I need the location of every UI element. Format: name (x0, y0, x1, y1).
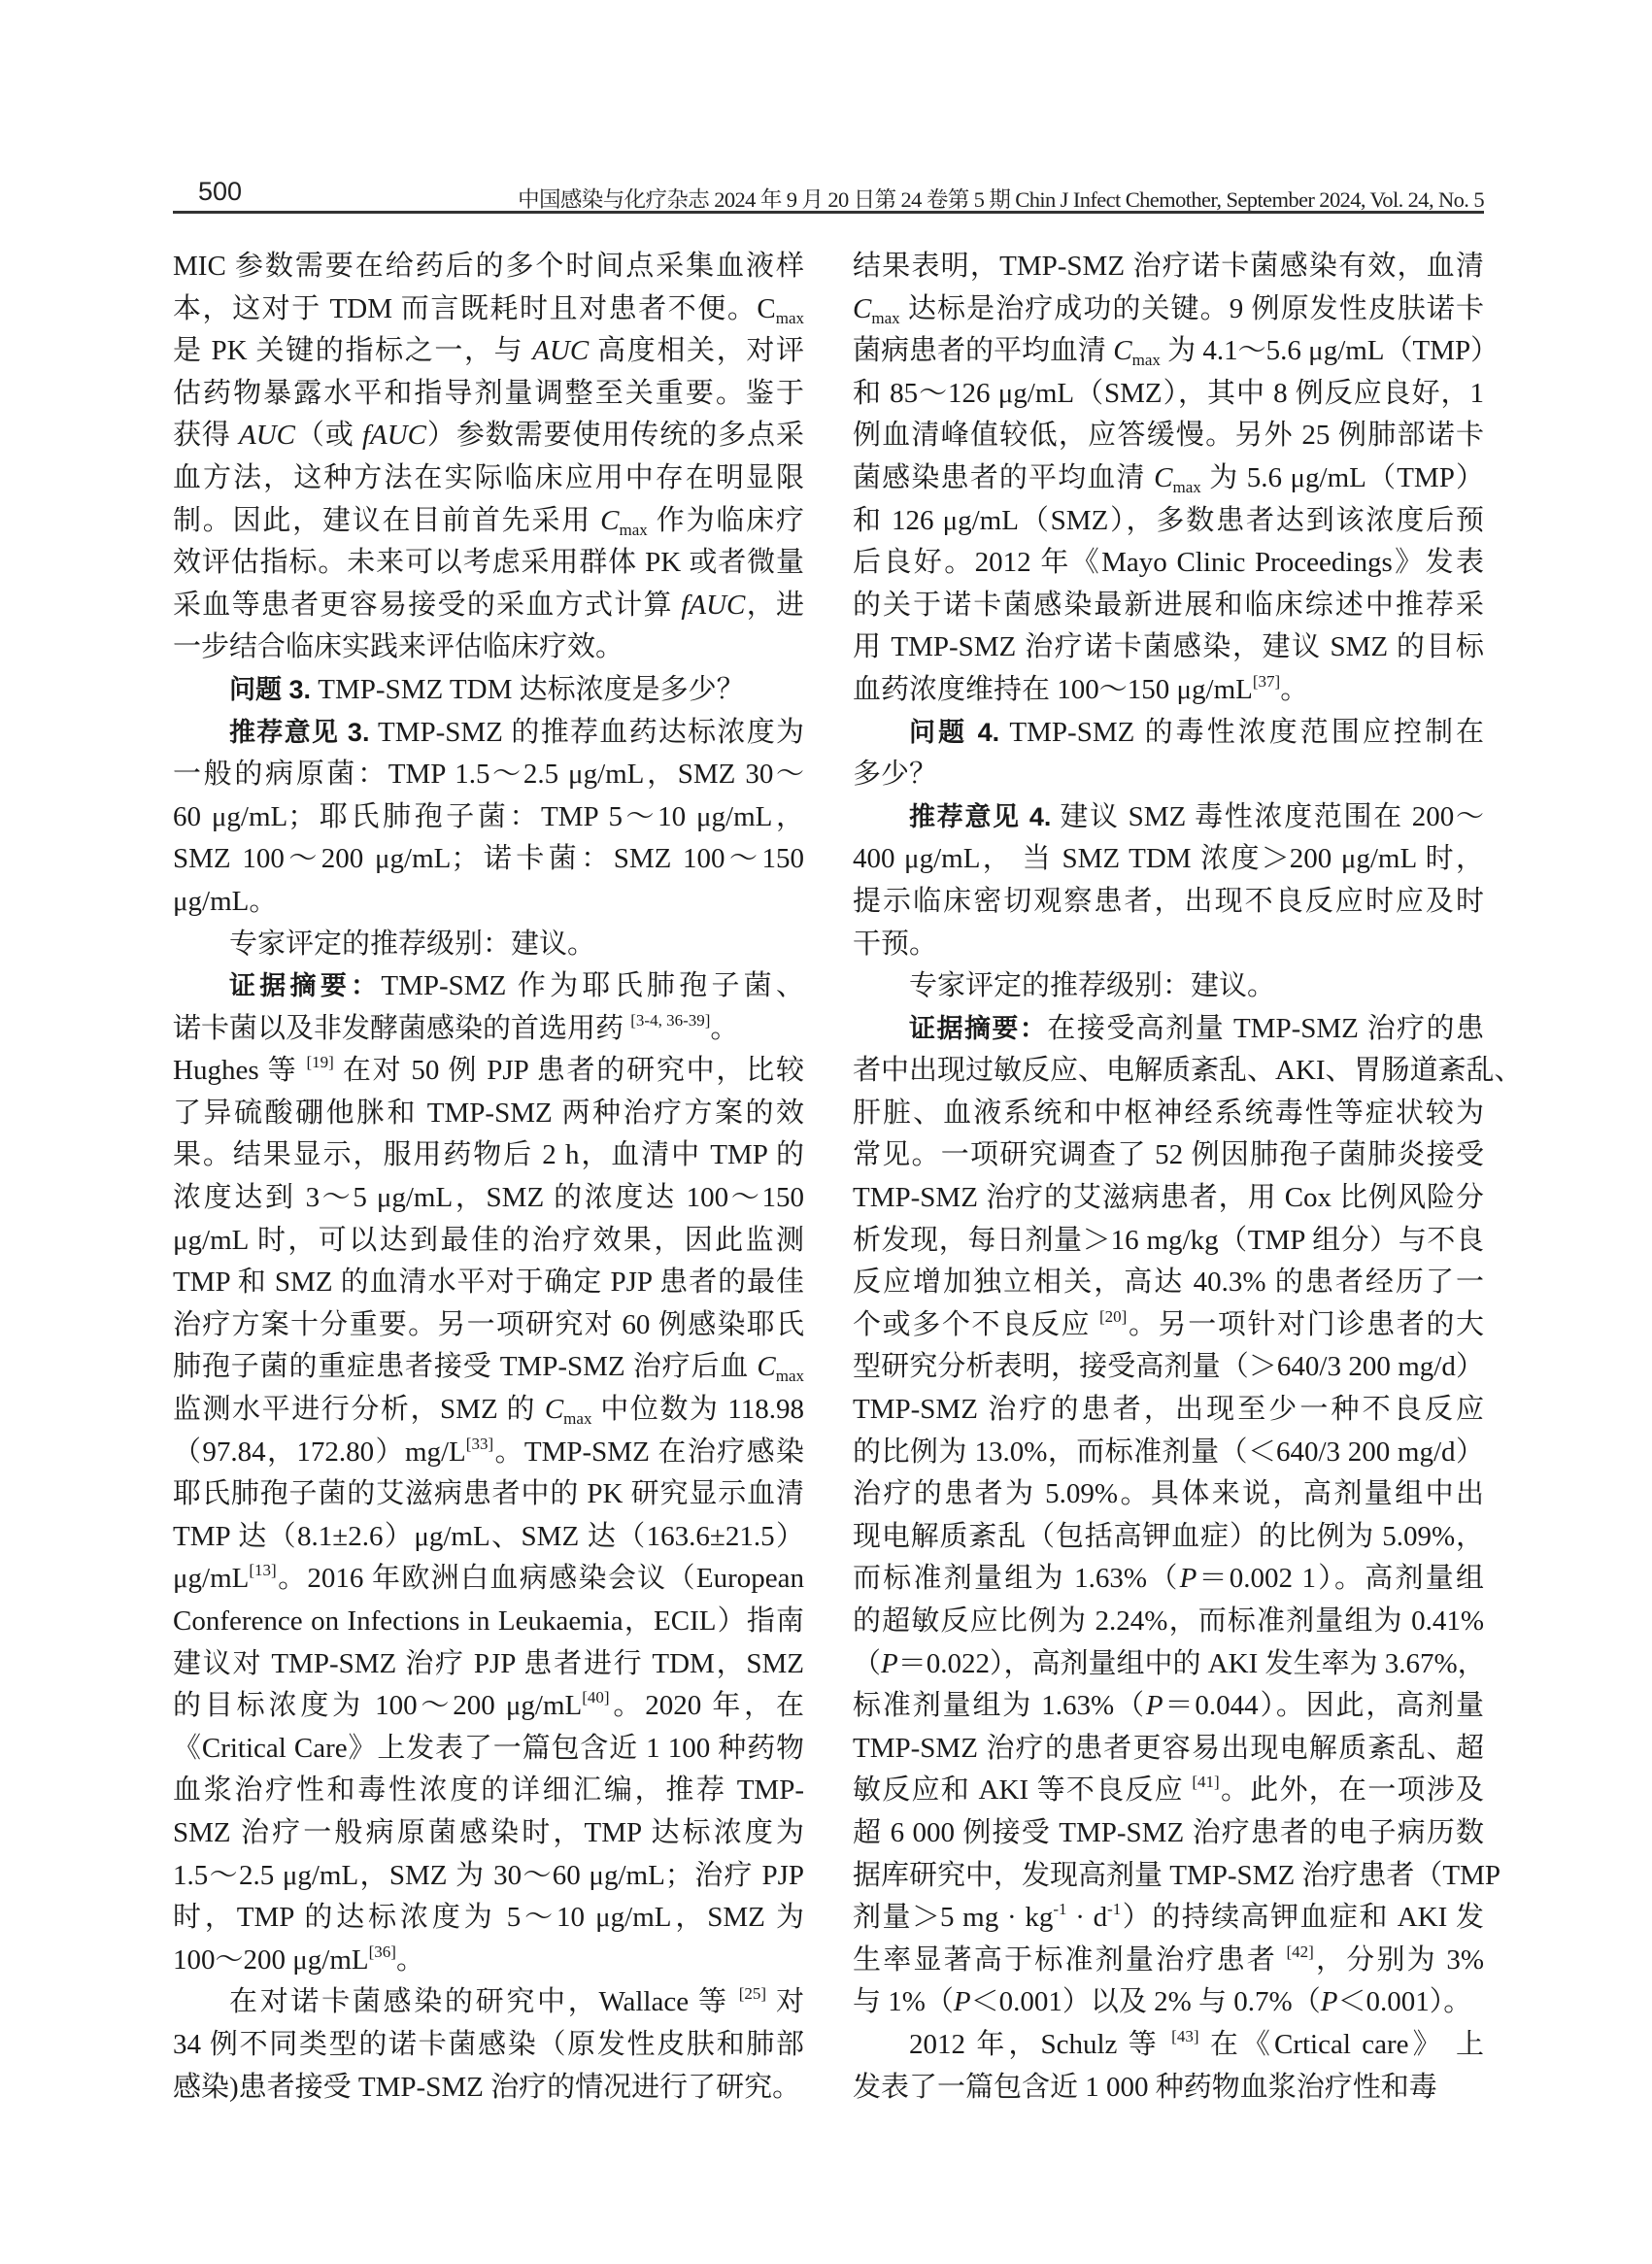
text-line: 治疗的患者为 5.09%。具体来说，高剂量组中出 (853, 1478, 1484, 1510)
text-line: 剂量＞5 mg · $kg^{-1} \cdot d^{-1}$）的持续高钾血症和 AKI 发 (853, 1900, 1484, 1934)
text-line: 效评估指标。未来可以考虑采用群体 PK 或者微量 (173, 547, 804, 579)
text-line: 《Critical Care》上发表了一篇包含近 1 100 种药物 (173, 1732, 804, 1764)
text-line: 采血等患者更容易接受的采血方式计算 fAUC，进 (173, 589, 804, 621)
text-line: Conference on Infections in Leukaemia，ECIL）指南 (173, 1605, 804, 1637)
header-rule (173, 211, 1484, 214)
text-line: 析发现，每日剂量＞16 mg/kg（TMP 组分）与不良 (853, 1224, 1484, 1256)
text-line: 肝脏、血液系统和中枢神经系统毒性等症状较为 (853, 1097, 1484, 1129)
text-line: 和 126 μg/mL（SMZ），多数患者达到该浓度后预 (853, 504, 1484, 536)
text-line: μg/mL。 (173, 885, 278, 917)
text-line: 与 1%（P＜0.001）以及 2% 与 0.7%（P＜0.001）。 (853, 1986, 1472, 2018)
text-line: 的目标浓度为 100～200 μg/mL[40]。2020 年，在 (173, 1688, 804, 1722)
text-line: 菌感染患者的平均血清 $C_{max}$ 为 5.6 μg/mL（TMP） (853, 461, 1484, 496)
text-line: 了异硫酸硼他脒和 TMP-SMZ 两种治疗方案的效 (173, 1097, 804, 1129)
text-line: 型研究分析表明，接受高剂量（＞640/3 200 mg/d） (853, 1351, 1484, 1383)
text-line: 推荐意见 3. TMP-SMZ 的推荐血药达标浓度为 (229, 716, 804, 748)
text-line: 血药浓度维持在 100～150 μg/mL[37]。 (853, 671, 1309, 705)
text-line: TMP 达（8.1±2.6）μg/mL、SMZ 达（163.6±21.5） (173, 1520, 804, 1552)
text-line: 和 85～126 μg/mL（SMZ），其中 8 例反应良好，1 (853, 377, 1484, 409)
running-header (173, 175, 1484, 212)
text-line: 一步结合临床实践来评估临床疗效。 (173, 631, 624, 663)
text-line: 例血清峰值较低，应答缓慢。另外 25 例肺部诺卡 (853, 420, 1484, 452)
text-line: 提示临床密切观察患者，出现不良反应时应及时 (853, 885, 1484, 917)
left-column (173, 246, 804, 2109)
text-line: μg/mL 时，可以达到最佳的治疗效果，因此监测 (173, 1224, 804, 1256)
text-line: 问题 4. TMP-SMZ 的毒性浓度范围应控制在 (909, 716, 1484, 748)
text-line: 敏反应和 AKI 等不良反应 [41]。此外，在一项涉及 (853, 1773, 1484, 1807)
text-line: TMP-SMZ 治疗的艾滋病患者，用 Cox 比例风险分 (853, 1182, 1484, 1214)
text-line: 专家评定的推荐级别：建议。 (909, 970, 1276, 1002)
text-line: $C_{max}$ 达标是治疗成功的关键。9 例原发性皮肤诺卡 (853, 292, 1484, 327)
text-line: MIC 参数需要在给药后的多个时间点采集血液样 (173, 251, 804, 282)
text-line: 1.5～2.5 μg/mL，SMZ 为 30～60 μg/mL；治疗 PJP (173, 1859, 804, 1891)
text-line: 监测水平进行分析，SMZ 的 $C_{max}$ 中位数为 118.98 (173, 1394, 804, 1429)
text-line: 是 PK 关键的指标之一，与 AUC 高度相关，对评 (173, 335, 804, 367)
text-line: 超 6 000 例接受 TMP-SMZ 治疗患者的电子病历数 (853, 1816, 1484, 1848)
text-line: 血浆治疗性和毒性浓度的详细汇编，推荐 TMP- (173, 1774, 804, 1807)
text-line: 用 TMP-SMZ 治疗诺卡菌感染，建议 SMZ 的目标 (853, 631, 1484, 663)
text-line: 肺孢子菌的重症患者接受 TMP-SMZ 治疗后血 $C_{max}$ (173, 1351, 804, 1386)
text-line: TMP-SMZ 治疗的患者，出现至少一种不良反应 (853, 1394, 1484, 1426)
text-line: Hughes 等 [19] 在对 50 例 PJP 患者的研究中，比较 (173, 1053, 804, 1087)
text-line: 耶氏肺孢子菌的艾滋病患者中的 PK 研究显示血清 (173, 1478, 804, 1510)
text-line: 建议对 TMP-SMZ 治疗 PJP 患者进行 TDM，SMZ (173, 1647, 804, 1679)
text-line: 一般的病原菌：TMP 1.5～2.5 μg/mL，SMZ 30～ (173, 759, 804, 791)
text-line: 现电解质紊乱（包括高钾血症）的比例为 5.09%， (853, 1520, 1484, 1552)
text-line: 浓度达到 3～5 μg/mL，SMZ 的浓度达 100～150 (173, 1182, 804, 1214)
text-line: （97.84，172.80）mg/L[33]。TMP-SMZ 在治疗感染 (173, 1434, 804, 1468)
text-line: 制。因此，建议在目前首先采用 $C_{max}$ 作为临床疗 (173, 504, 804, 539)
text-line: 证据摘要：TMP-SMZ 作为耶氏肺孢子菌、 (229, 970, 805, 1002)
text-line: 400 μg/mL， 当 SMZ TDM 浓度＞200 μg/mL 时， (853, 843, 1484, 875)
text-line: 而标准剂量组为 1.63%（P＝0.002 1）。高剂量组 (853, 1563, 1484, 1595)
text-line: 多少？ (853, 759, 938, 791)
text-line: 问题 3. TMP-SMZ TDM 达标浓度是多少？ (229, 673, 745, 705)
text-line: 的比例为 13.0%，而标准剂量（＜640/3 200 mg/d） (853, 1436, 1484, 1468)
text-line: 治疗方案十分重要。另一项研究对 60 例感染耶氏 (173, 1308, 804, 1340)
text-line: 推荐意见 4. 建议 SMZ 毒性浓度范围在 200～ (909, 800, 1484, 832)
text-line: 34 例不同类型的诺卡菌感染（原发性皮肤和肺部 (173, 2028, 804, 2060)
text-line: TMP-SMZ 治疗的患者更容易出现电解质紊乱、超 (853, 1732, 1484, 1764)
text-line: SMZ 治疗一般病原菌感染时，TMP 达标浓度为 (173, 1816, 804, 1848)
text-line: 的超敏反应比例为 2.24%，而标准剂量组为 0.41% (853, 1605, 1484, 1637)
text-line: 常见。一项研究调查了 52 例因肺孢子菌肺炎接受 (853, 1139, 1484, 1171)
text-line: TMP 和 SMZ 的血清水平对于确定 PJP 患者的最佳 (173, 1267, 804, 1299)
right-column (853, 246, 1523, 2109)
text-line: 标准剂量组为 1.63%（P＝0.044）。因此，高剂量 (853, 1690, 1484, 1722)
text-line: 2012 年，Schulz 等 [43] 在《Crtical care》 上 (909, 2026, 1485, 2060)
text-line: 后良好。2012 年《Mayo Clinic Proceedings》发表 (853, 547, 1484, 579)
text-line: 感染)患者接受 TMP-SMZ 治疗的情况进行了研究。 (173, 2071, 801, 2103)
text-line: 100～200 μg/mL[36]。 (173, 1942, 424, 1976)
text-line: 者中出现过敏反应、电解质紊乱、AKI、胃肠道紊乱、 (853, 1055, 1523, 1087)
text-line: 证据摘要：在接受高剂量 TMP-SMZ 治疗的患 (909, 1012, 1484, 1044)
text-line: 据库研究中，发现高剂量 TMP-SMZ 治疗患者（TMP (853, 1859, 1501, 1891)
text-line: 果。结果显示，服用药物后 2 h，血清中 TMP 的 (173, 1139, 804, 1171)
text-line: 专家评定的推荐级别：建议。 (229, 928, 596, 960)
text-line: SMZ 100～200 μg/mL；诺卡菌：SMZ 100～150 (173, 843, 804, 875)
text-line: （P＝0.022），高剂量组中的 AKI 发生率为 3.67%， (853, 1647, 1486, 1679)
text-line: 获得 AUC（或 fAUC）参数需要使用传统的多点采 (173, 420, 804, 452)
text-line: 发表了一篇包含近 1 000 种药物血浆治疗性和毒 (853, 2071, 1437, 2103)
text-line: 反应增加独立相关，高达 40.3% 的患者经历了一 (853, 1267, 1484, 1299)
text-line: 干预。 (853, 928, 938, 960)
text-line: 结果表明，TMP-SMZ 治疗诺卡菌感染有效，血清 (853, 251, 1484, 282)
text-line: 估药物暴露水平和指导剂量调整至关重要。鉴于 (173, 377, 804, 409)
text-line: 时，TMP 的达标浓度为 5～10 μg/mL，SMZ 为 (173, 1902, 804, 1934)
text-line: 菌病患者的平均血清 $C_{max}$ 为 4.1～5.6 μg/mL（TMP） (853, 335, 1500, 370)
text-line: 血方法，这种方法在实际临床应用中存在明显限 (173, 461, 804, 493)
text-line: μg/mL[13]。2016 年欧洲白血病感染会议（European (173, 1561, 804, 1595)
text-line: 诺卡菌以及非发酵菌感染的首选用药 [3-4, 36-39]。 (173, 1010, 739, 1044)
text-line: 60 μg/mL；耶氏肺孢子菌：TMP 5～10 μg/mL， (173, 800, 804, 832)
journal-running-title: 中国感染与化疗杂志 2024 年 9 月 20 日第 24 卷第 5 期 Chin J Infect Chemother, September 2024, Vol. 24, No. 5 (518, 187, 1484, 212)
text-line: 本，这对于 TDM 而言既耗时且对患者不便。$C_{max}$ (173, 292, 804, 327)
text-line: 的关于诺卡菌感染最新进展和临床综述中推荐采 (853, 589, 1484, 621)
text-line: 个或多个不良反应 [20]。另一项针对门诊患者的大 (853, 1306, 1484, 1340)
text-line: 生率显著高于标准剂量治疗患者 [42]，分别为 3% (853, 1942, 1484, 1976)
page-number: 500 (198, 177, 243, 206)
text-line: 在对诺卡菌感染的研究中，Wallace 等 [25] 对 (229, 1984, 804, 2018)
